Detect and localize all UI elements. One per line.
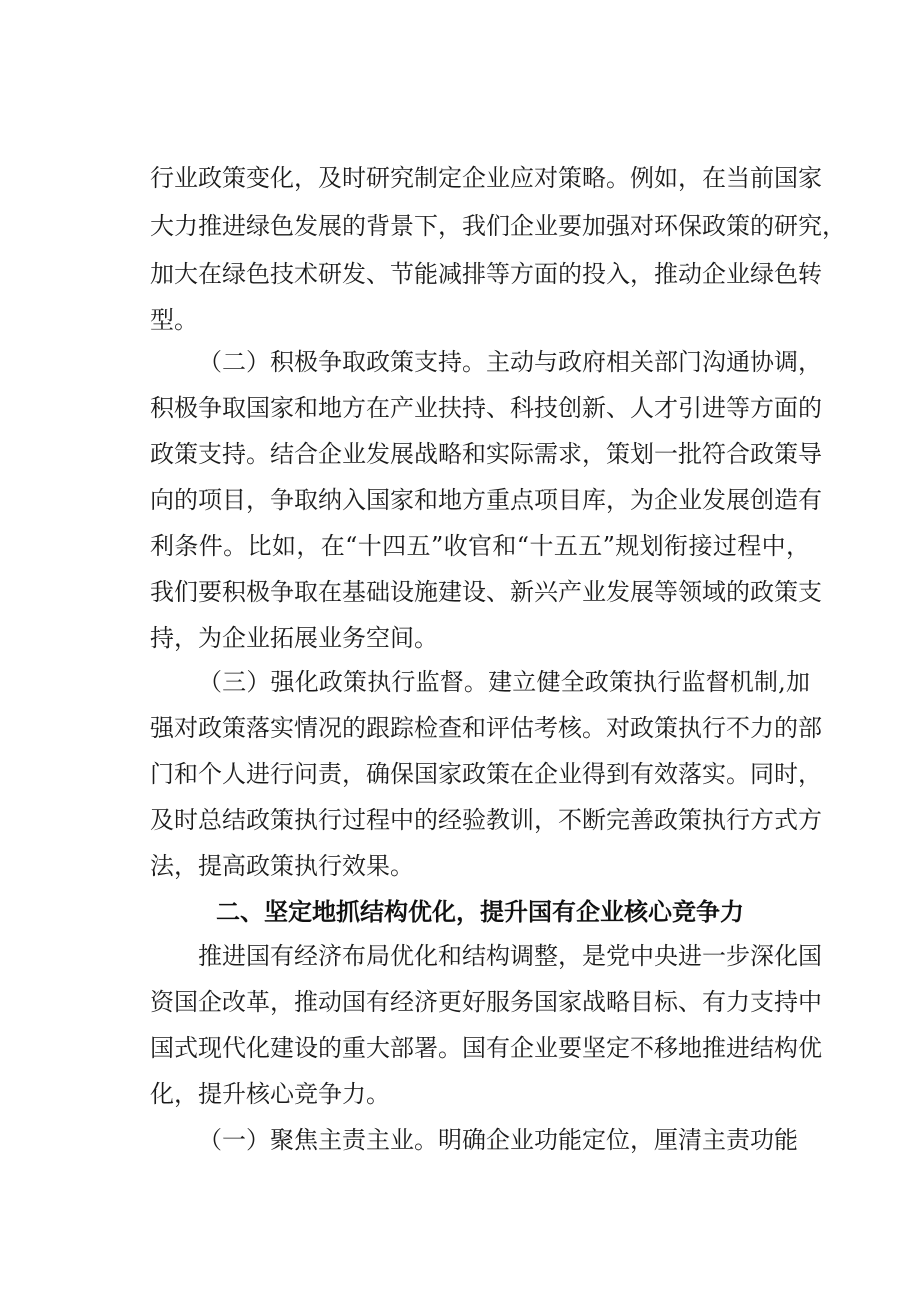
paragraph-line: 加大在绿色技术研发、节能减排等方面的投入，推动企业绿色转	[150, 260, 822, 288]
paragraph-line: 我们要积极争取在基础设施建设、新兴产业发展等领域的政策支	[150, 578, 822, 606]
paragraph-line: 政策支持。结合企业发展战略和实际需求，策划一批符合政策导	[150, 440, 822, 468]
paragraph-line: 强对政策落实情况的跟踪检查和评估考核。对政策执行不力的部	[150, 714, 822, 742]
paragraph-line: 行业政策变化，及时研究制定企业应对策略。例如，在当前国家	[150, 164, 822, 192]
paragraph-line: （一）聚焦主责主业。明确企业功能定位，厘清主责功能	[198, 1126, 798, 1154]
section-heading: 二、坚定地抓结构优化，提升国有企业核心竞争力	[216, 898, 744, 926]
paragraph-line: 资国企改革，推动国有经济更好服务国家战略目标、有力支持中	[150, 988, 822, 1016]
paragraph-line: 大力推进绿色发展的背景下，我们企业要加强对环保政策的研究，	[150, 212, 846, 240]
paragraph-line: 国式现代化建设的重大部署。国有企业要坚定不移地推进结构优	[150, 1034, 822, 1062]
paragraph-line: 及时总结政策执行过程中的经验教训，不断完善政策执行方式方	[150, 806, 822, 834]
paragraph-line: （二）积极争取政策支持。主动与政府相关部门沟通协调，	[198, 348, 822, 376]
paragraph-line: 推进国有经济布局优化和结构调整，是党中央进一步深化国	[198, 942, 822, 970]
paragraph-line: 积极争取国家和地方在产业扶持、科技创新、人才引进等方面的	[150, 394, 822, 422]
paragraph-line: 向的项目，争取纳入国家和地方重点项目库，为企业发展创造有	[150, 486, 822, 514]
paragraph-line: 门和个人进行问责，确保国家政策在企业得到有效落实。同时，	[150, 760, 822, 788]
paragraph-line: 利条件。比如，在“十四五”收官和“十五五”规划衔接过程中，	[150, 532, 810, 560]
paragraph-line: 化，提升核心竞争力。	[150, 1080, 390, 1108]
paragraph-line: （三）强化政策执行监督。建立健全政策执行监督机制,加	[198, 668, 810, 696]
paragraph-line: 型。	[150, 306, 198, 334]
paragraph-line: 法，提高政策执行效果。	[150, 852, 414, 880]
paragraph-line: 持，为企业拓展业务空间。	[150, 624, 438, 652]
